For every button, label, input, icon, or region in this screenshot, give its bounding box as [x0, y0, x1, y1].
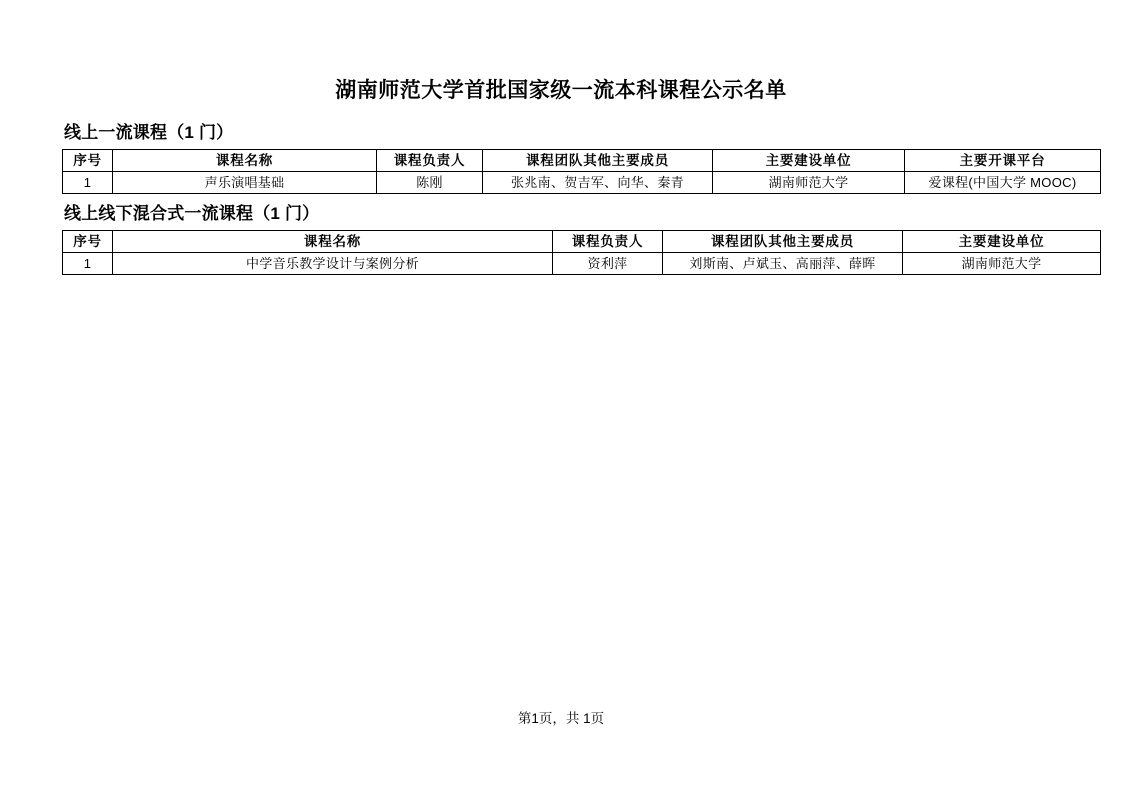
cell-leader: 陈刚: [377, 172, 483, 194]
column-header-leader: 课程负责人: [377, 150, 483, 172]
cell-unit: 湖南师范大学: [903, 253, 1101, 275]
cell-course: 声乐演唱基础: [113, 172, 377, 194]
column-header-members: 课程团队其他主要成员: [483, 150, 713, 172]
page-title: 湖南师范大学首批国家级一流本科课程公示名单: [335, 79, 787, 102]
column-header-leader: 课程负责人: [553, 231, 663, 253]
cell-leader: 资利萍: [553, 253, 663, 275]
blended-courses-table: [62, 230, 1101, 275]
section-blended-courses: [62, 199, 1050, 275]
column-header-course: 课程名称: [113, 231, 553, 253]
column-header-index: 序号: [63, 231, 113, 253]
online-courses-table: [62, 149, 1101, 194]
table-row: [63, 253, 1101, 275]
section-online-courses: [62, 118, 1077, 194]
column-header-members: 课程团队其他主要成员: [663, 231, 903, 253]
column-header-unit: 主要建设单位: [903, 231, 1101, 253]
table-header-row: [63, 231, 1101, 253]
section-heading: 线上一流课程（1 门）: [64, 123, 234, 142]
column-header-course: 课程名称: [113, 150, 377, 172]
cell-index: 1: [63, 253, 113, 275]
column-header-unit: 主要建设单位: [713, 150, 905, 172]
cell-unit: 湖南师范大学: [713, 172, 905, 194]
cell-members: 刘斯南、卢斌玉、高丽萍、薛晖: [663, 253, 903, 275]
table-row: [63, 172, 1101, 194]
cell-members: 张兆南、贺吉军、向华、秦青: [483, 172, 713, 194]
cell-index: 1: [63, 172, 113, 194]
cell-platform: 爱课程(中国大学 MOOC): [905, 172, 1101, 194]
column-header-platform: 主要开课平台: [905, 150, 1101, 172]
cell-course: 中学音乐教学设计与案例分析: [113, 253, 553, 275]
column-header-index: 序号: [63, 150, 113, 172]
section-heading: 线上线下混合式一流课程（1 门）: [64, 204, 320, 223]
page-footer: 第1页，共 1页: [517, 711, 605, 726]
table-header-row: [63, 150, 1101, 172]
